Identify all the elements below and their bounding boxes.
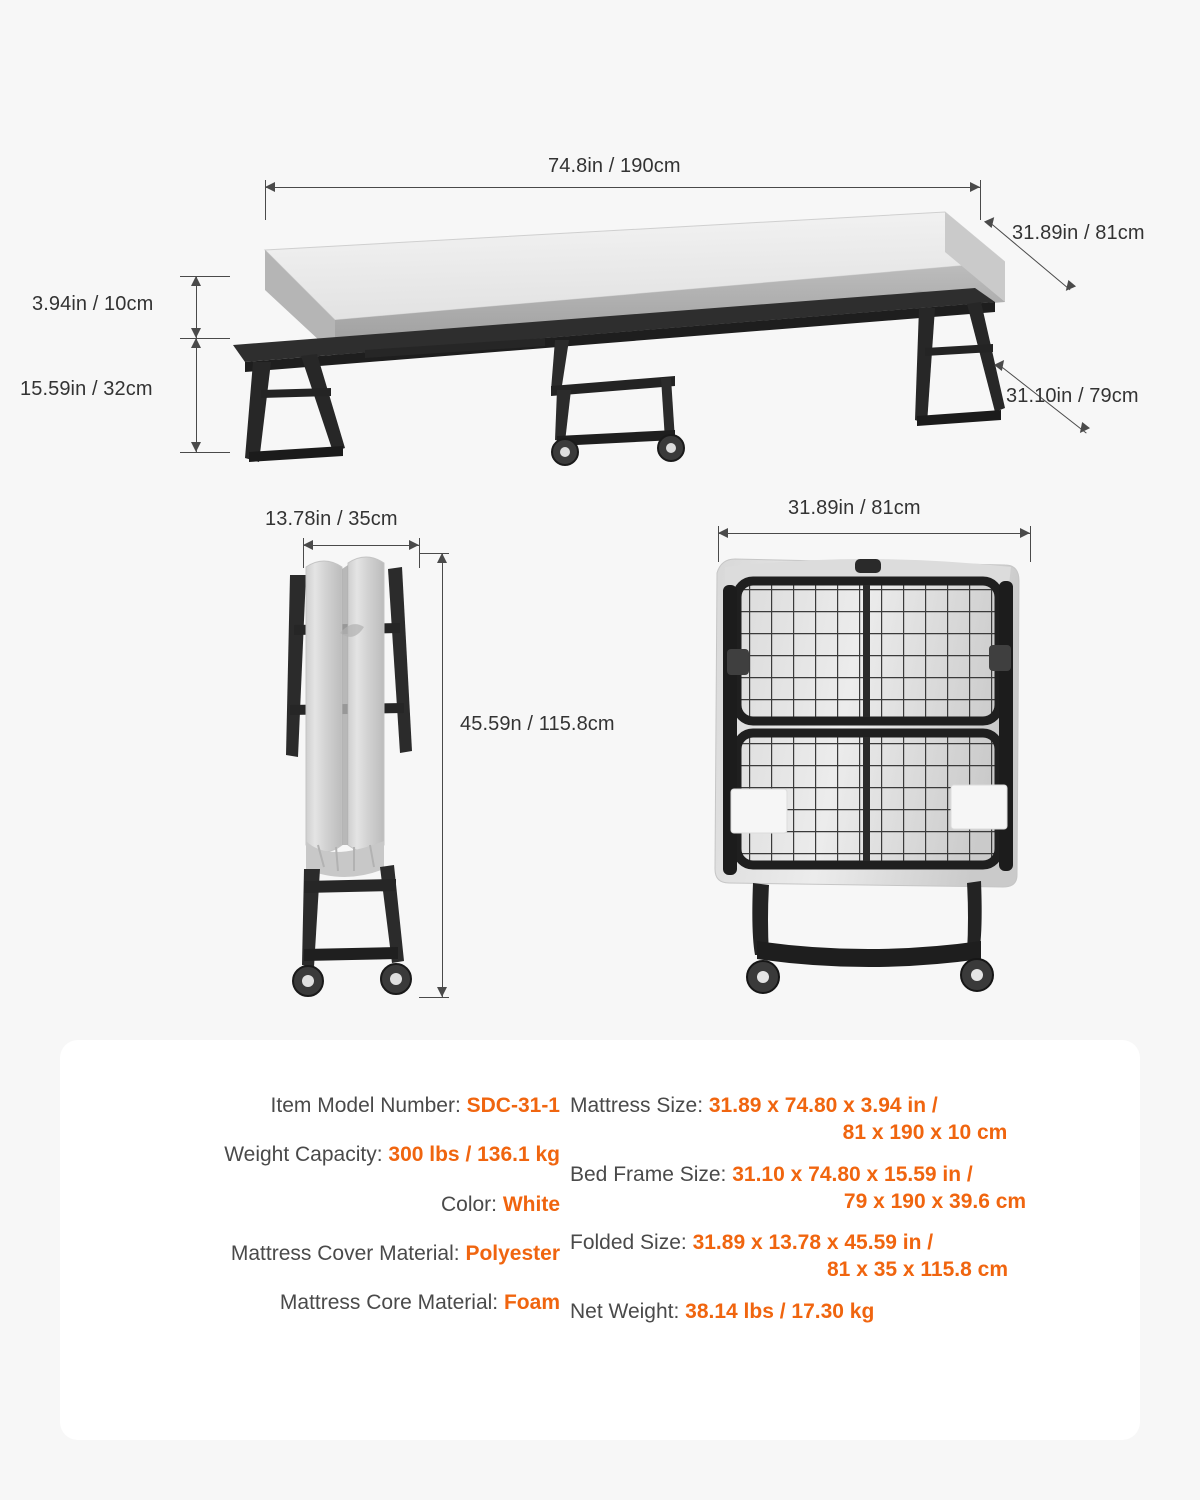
- folded-height-ext-bottom: [419, 997, 449, 998]
- thickness-ext-top: [180, 276, 230, 277]
- spec-column-right: [560, 1092, 1120, 1347]
- spec-label-mattress-size: Mattress Size:: [570, 1094, 709, 1117]
- spec-row-color: [60, 1191, 560, 1218]
- spec-label-net-weight: Net Weight:: [570, 1299, 686, 1323]
- frame-height-dimension-line: [196, 338, 197, 452]
- thickness-ext-bottom: [180, 338, 230, 339]
- spec-value-core-material: Foam: [503, 1291, 560, 1315]
- folded-bed-side-illustration: [280, 545, 440, 1005]
- spec-label-model: Item Model Number:: [270, 1094, 467, 1117]
- height-ext-bottom: [180, 452, 230, 453]
- spec-value-model: SDC-31-1: [466, 1094, 560, 1117]
- spec-row-folded-size: [560, 1229, 1120, 1284]
- thickness-arrow-top: [191, 276, 201, 286]
- folded-height-arrow-top: [437, 553, 447, 563]
- spec-row-net-weight: [560, 1298, 1120, 1325]
- dim-bed-length: 74.8in / 190cm: [548, 155, 681, 177]
- folded-width-arrow-right: [1020, 528, 1030, 538]
- spec-label-core-material: Mattress Core Material:: [279, 1291, 504, 1315]
- spec-row-cover-material: [60, 1240, 560, 1267]
- spec-label-weight-capacity: Weight Capacity:: [224, 1143, 389, 1167]
- spec-label-cover-material: Mattress Cover Material:: [230, 1241, 466, 1265]
- spec-value-frame-size-line1: 31.10 x 74.80 x 15.59 in /: [732, 1162, 973, 1186]
- dim-folded-height: 45.59n / 115.8cm: [460, 713, 615, 735]
- spec-value-net-weight: 38.14 lbs / 17.30 kg: [685, 1299, 875, 1323]
- spec-label-folded-size: Folded Size:: [570, 1231, 693, 1255]
- spec-value-folded-size-line2: 81 x 35 x 115.8 cm: [827, 1258, 1008, 1282]
- spec-row-core-material: [60, 1289, 560, 1316]
- spec-value-weight-capacity: 300 lbs / 136.1 kg: [388, 1143, 560, 1167]
- spec-label-frame-size: Bed Frame Size:: [570, 1162, 733, 1186]
- folded-width-dimension-line: [718, 533, 1030, 534]
- folded-bed-front-illustration: [705, 545, 1035, 1005]
- spec-value-frame-size-line2: 79 x 190 x 39.6 cm: [843, 1189, 1027, 1213]
- dim-folded-width: 31.89in / 81cm: [788, 497, 921, 519]
- frame-height-arrow-top: [191, 338, 201, 348]
- length-dimension-line: [265, 187, 980, 188]
- open-bed-svg: [205, 190, 1005, 480]
- spec-label-color: Color:: [440, 1192, 503, 1216]
- folded-front-svg: [705, 545, 1035, 1010]
- dim-folded-depth: 13.78in / 35cm: [265, 508, 398, 530]
- spec-row-frame-size: [560, 1161, 1120, 1216]
- spec-value-color: White: [502, 1192, 560, 1216]
- dim-bed-mattress-width: 31.89in / 81cm: [1012, 222, 1145, 244]
- spec-row-mattress-size: [560, 1092, 1120, 1147]
- spec-row-weight-capacity: [60, 1141, 560, 1168]
- spec-column-left: [60, 1092, 560, 1338]
- dim-frame-width: 31.10in / 79cm: [1006, 385, 1139, 407]
- dim-mattress-thickness: 3.94in / 10cm: [32, 293, 154, 315]
- thickness-arrow-bottom: [191, 328, 201, 338]
- spec-value-mattress-size-line1: 31.89 x 74.80 x 3.94 in /: [708, 1094, 938, 1117]
- folded-side-svg: [280, 545, 455, 1010]
- spec-value-cover-material: Polyester: [465, 1241, 560, 1265]
- spec-row-model: [60, 1092, 560, 1119]
- open-bed-illustration: [205, 190, 1005, 470]
- folded-height-dimension-line: [442, 553, 443, 997]
- specification-card: [60, 1040, 1140, 1440]
- frame-width-arrow-bottom: [1076, 422, 1090, 436]
- folded-height-arrow-bottom: [437, 987, 447, 997]
- depth-arrow-bottom: [1062, 280, 1076, 294]
- dim-frame-height: 15.59in / 32cm: [20, 378, 153, 400]
- spec-value-mattress-size-line2: 81 x 190 x 10 cm: [842, 1121, 1008, 1145]
- frame-height-arrow-bottom: [191, 442, 201, 452]
- folded-width-arrow-left: [718, 528, 728, 538]
- spec-value-folded-size-line1: 31.89 x 13.78 x 45.59 in /: [692, 1231, 934, 1255]
